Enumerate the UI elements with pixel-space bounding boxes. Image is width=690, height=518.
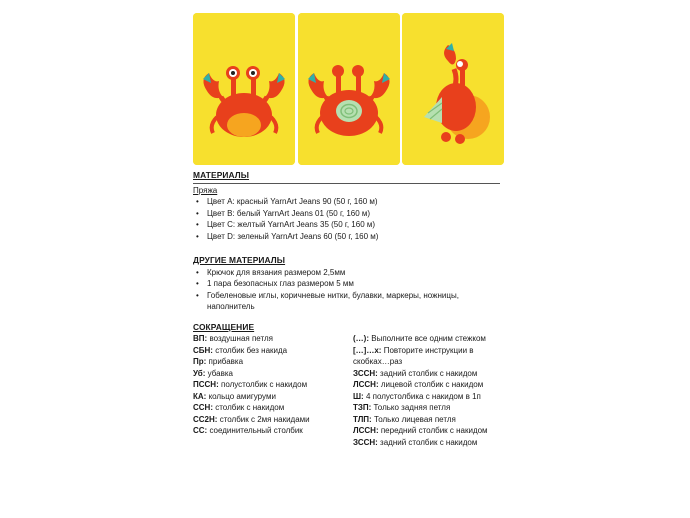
other-material-item: • Гобеленовые иглы, коричневые нитки, булавки, маркеры, ножницы, наполнитель [193, 290, 505, 313]
crab-front-photo [193, 13, 295, 165]
abbreviation-value: задний столбик с накидом [380, 368, 478, 378]
abbreviation-value: 4 полустолбика с накидом в 1п [365, 391, 481, 401]
yarn-label: Пряжа [193, 185, 218, 195]
abbreviation-value: передний столбик с накидом [380, 426, 488, 435]
crab-side-image [402, 13, 504, 165]
abbreviation-row [353, 356, 503, 368]
abbreviations-table [193, 333, 505, 463]
abbreviation-value: скобках…раз [353, 357, 403, 366]
materials-heading: МАТЕРИАЛЫ [193, 170, 250, 180]
abbreviation-key: ССН: [193, 403, 213, 412]
yarn-item: • Цвет D: зеленый YarnArt Jeans 60 (50 г, 160 м) [193, 231, 505, 243]
abbreviation-row [193, 414, 353, 426]
abbreviation-row [193, 379, 353, 391]
abbreviation-value: воздушная петля [209, 334, 273, 343]
abbreviation-key: СС: [193, 426, 208, 435]
abbreviation-key: СС2Н: [193, 414, 218, 424]
yarn-item: • Цвет B: белый YarnArt Jeans 01 (50 г, 160 м) [193, 208, 505, 220]
abbreviation-row [353, 437, 503, 449]
abbreviation-key: Пр: [193, 357, 207, 366]
abbreviation-row [353, 333, 503, 345]
abbreviation-value: прибавка [208, 357, 244, 366]
yarn-item: • Цвет A: красный YarnArt Jeans 90 (50 г, 160 м) [193, 196, 505, 208]
abbreviation-row [353, 391, 503, 403]
abbreviation-key: СБН: [193, 345, 213, 355]
abbreviation-value: убавка [207, 368, 233, 378]
abbreviation-row [193, 368, 353, 380]
pattern-document [193, 170, 505, 463]
abbreviation-key: ВП: [193, 334, 208, 343]
abbreviation-key: (…): [353, 334, 369, 343]
abbreviations-left-column [193, 333, 353, 437]
crab-side-photo [402, 13, 504, 165]
abbreviation-value: задний столбик с накидом [380, 437, 478, 447]
crab-back-photo [298, 13, 400, 165]
abbreviation-row [353, 425, 503, 437]
abbreviation-key: ТЛП: [353, 414, 372, 424]
abbreviation-row [193, 391, 353, 403]
abbreviation-value: столбик без накида [215, 345, 288, 355]
abbreviation-row [353, 368, 503, 380]
abbreviation-row [353, 379, 503, 391]
abbreviation-key: ТЗП: [353, 403, 372, 412]
other-materials-heading: ДРУГИЕ МАТЕРИАЛЫ [193, 255, 286, 265]
abbreviation-value: столбик с 2мя накидами [219, 414, 310, 424]
abbreviation-key: ПССН: [193, 380, 219, 389]
abbreviation-row [193, 345, 353, 357]
photo-strip [193, 13, 504, 165]
abbreviation-value: соединительный столбик [209, 426, 303, 435]
abbreviation-value: Только лицевая петля [373, 414, 456, 424]
abbreviations-right-column [353, 333, 503, 448]
abbreviation-row [193, 356, 353, 368]
abbreviations-heading: СОКРАЩЕНИЕ [193, 321, 255, 332]
abbreviation-key: […]…х: [353, 345, 382, 355]
abbreviation-row [353, 414, 503, 426]
other-material-item: • 1 пара безопасных глаз размером 5 мм [193, 278, 505, 290]
abbreviation-key: ЛССН: [353, 426, 379, 435]
abbreviation-row [193, 402, 353, 414]
yarn-item: • Цвет C: желтый YarnArt Jeans 35 (50 г, 160 м) [193, 219, 505, 231]
abbreviation-row [193, 425, 353, 437]
heading-divider [193, 183, 500, 184]
abbreviation-key: КА: [193, 391, 207, 401]
crab-back-image [298, 13, 400, 165]
abbreviation-row [353, 402, 503, 414]
abbreviation-key: Ш: [353, 391, 364, 401]
abbreviation-row [353, 345, 503, 357]
yarn-list [193, 196, 505, 242]
abbreviation-value: Выполните все одним стежком [371, 334, 486, 343]
abbreviation-key: Уб: [193, 368, 206, 378]
abbreviation-value: столбик с накидом [215, 403, 285, 412]
abbreviation-value: полустолбик с накидом [220, 380, 308, 389]
other-materials-list [193, 267, 505, 313]
abbreviation-value: лицевой столбик с накидом [380, 380, 484, 389]
abbreviation-value: кольцо амигуруми [208, 391, 276, 401]
abbreviation-value: Только задняя петля [373, 403, 451, 412]
abbreviation-key: ЛССН: [353, 380, 379, 389]
crab-front-image [193, 13, 295, 165]
abbreviation-key: ЗССН: [353, 437, 378, 447]
abbreviation-row [193, 333, 353, 345]
abbreviation-key: ЗССН: [353, 368, 378, 378]
abbreviation-value: Повторите инструкции в [383, 345, 474, 355]
other-material-item: • Крючок для вязания размером 2,5мм [193, 267, 505, 279]
